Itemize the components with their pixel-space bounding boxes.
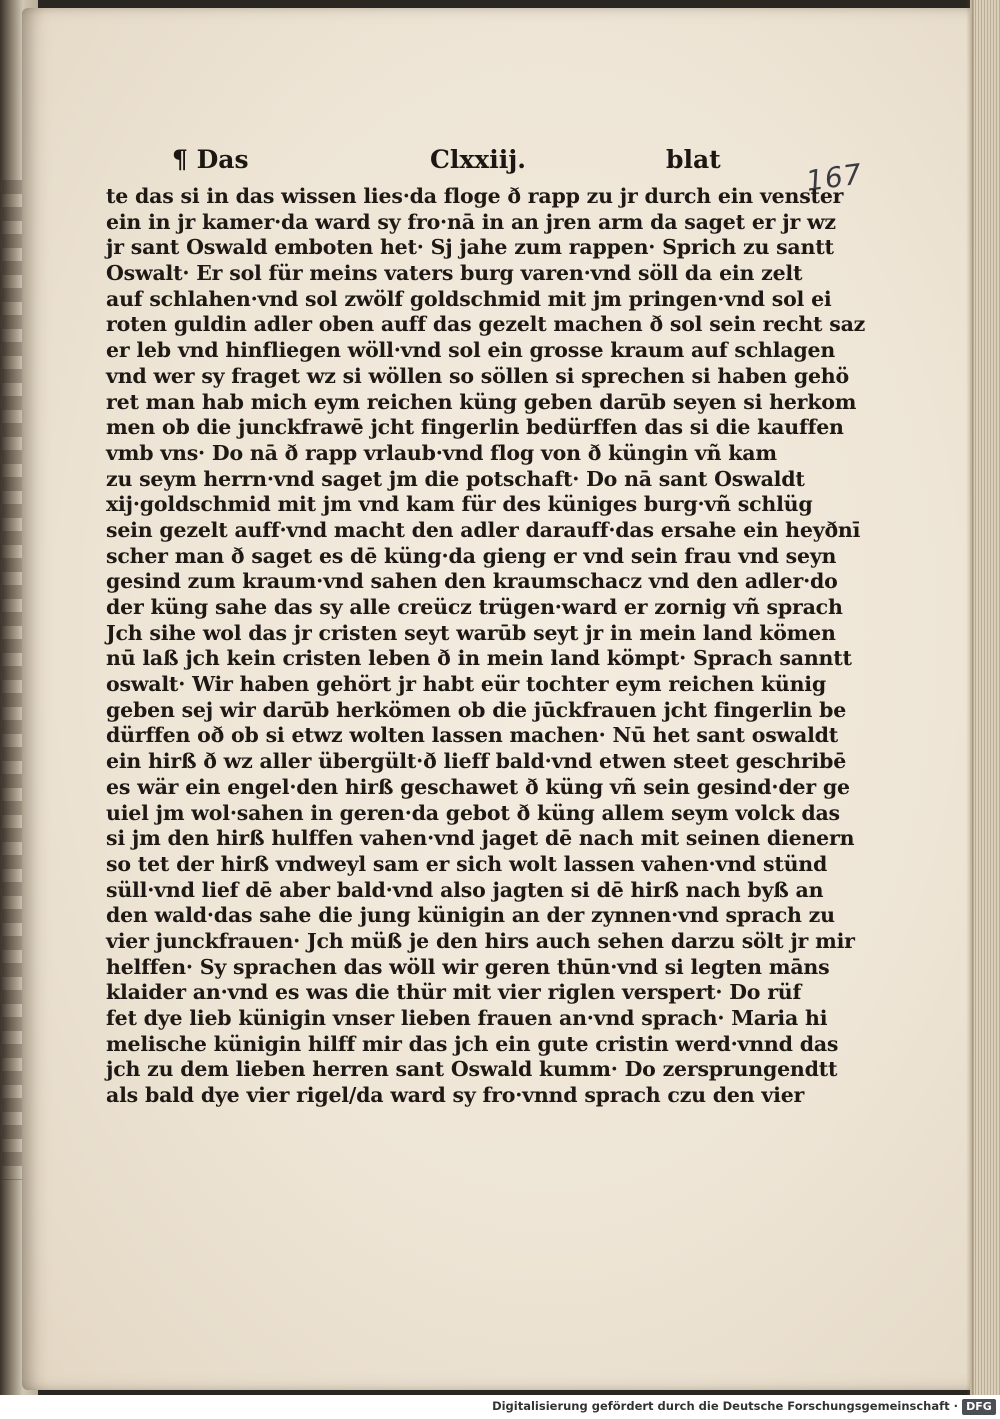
page-fore-edge (970, 0, 1000, 1395)
text-line: den wald·das sahe die jung künigin an der zynnen·vnd sprach zu (106, 903, 835, 928)
text-line: es wär ein engel·den hirß geschawet ð küng vñ sein gesind·der ge (106, 774, 850, 799)
text-line: als bald dye vier rigel/da ward sy fro·vnnd sprach czu den vier (106, 1083, 805, 1108)
text-line: fet dye lieb künigin vnser lieben frauen an·vnd sprach· Maria hi (106, 1006, 828, 1030)
text-line: dürffen oð ob si etwz wolten lassen machen· Nū het sant oswaldt (106, 723, 839, 748)
text-line: scher man ð saget es dē küng·da gieng er vnd sein frau vnd seyn (106, 543, 837, 568)
text-line: te das si in das wissen lies·da floge ð rapp zu jr durch ein venster (106, 184, 844, 208)
text-line: xij·goldschmid mit jm vnd kam für des küniges burg·vñ schlüg (106, 492, 813, 517)
text-line: jch zu dem lieben herren sant Oswald kumm· Do zersprungendtt (106, 1057, 838, 1082)
header-right-text: blat (666, 145, 721, 174)
fore-edge-shadow (966, 0, 974, 1395)
text-line: er leb vnd hinfliegen wöll·vnd sol ein grosse kraum auf schlagen (106, 338, 836, 363)
body-text-block (106, 184, 866, 1109)
text-line: uiel jm wol·sahen in geren·da gebot ð küng allem seym volck das (106, 800, 840, 825)
text-line: ein in jr kamer·da ward sy fro·nā in an jren arm da saget er jr wz (106, 209, 836, 234)
text-line: vier junckfrauen· Jch müß je den hirs auch sehen darzu sölt jr mir (106, 928, 855, 953)
text-line: oswalt· Wir haben gehört jr habt eür tochter eym reichen künig (106, 672, 826, 697)
text-line: geben sej wir darūb herkömen ob die jūckfrauen jcht fingerlin be (106, 697, 847, 722)
handwritten-folio-number: 167 (803, 157, 865, 198)
text-line: melische künigin hilff mir das jch ein gute cristin werd·vnnd das (106, 1031, 839, 1056)
text-line: süll·vnd lief dē aber bald·vnd also jagten si dē hirß nach byß an (106, 877, 824, 902)
header-folio-numeral: Clxxiij. (430, 145, 526, 174)
text-line: ret man hab mich eym reichen küng geben darūb seyen si herkom (106, 389, 857, 414)
text-line: ein hirß ð wz aller übergült·ð lieff bald·vnd etwen steet geschribē (106, 749, 847, 774)
text-line: der küng sahe das sy alle creücz trügen·ward er zornig vñ sprach (106, 595, 843, 619)
funding-credit: Digitalisierung gefördert durch die Deutsche Forschungsgemeinschaft · (492, 1399, 958, 1413)
header-left-text: ¶ Das (172, 145, 249, 174)
text-line: auf schlahen·vnd sol zwölf goldschmid mit jm pringen·vnd sol ei (106, 286, 832, 311)
text-line: klaider an·vnd es was die thür mit vier riglen verspert· Do rüf (106, 980, 802, 1005)
dfg-logo: DFG (962, 1399, 996, 1415)
text-line: Jch sihe wol das jr cristen seyt warūb seyt jr in mein land kömen (106, 620, 836, 645)
text-line: si jm den hirß hulffen vahen·vnd jaget dē nach mit seinen dienern (106, 826, 855, 851)
text-line: sein gezelt auff·vnd macht den adler darauff·das ersahe ein heyðnī (106, 517, 861, 542)
text-line: so tet der hirß vndweyl sam er sich wolt lassen vahen·vnd stünd (106, 851, 828, 876)
text-line: roten guldin adler oben auff das gezelt machen ð sol sein recht saz (106, 312, 866, 337)
text-line: jr sant Oswald emboten het· Sj jahe zum rappen· Sprich zu santt (106, 235, 834, 260)
text-line: zu seym herrn·vnd saget jm die potschaft· Do nā sant Oswaldt (106, 466, 805, 491)
text-line: men ob die junckfrawē jcht fingerlin bedürffen das si die kauffen (106, 415, 844, 440)
text-line: nū laß jch kein cristen leben ð in mein land kömpt· Sprach sanntt (106, 646, 852, 671)
text-line: gesind zum kraum·vnd sahen den kraumschacz vnd den adler·do (106, 569, 838, 594)
text-line: Oswalt· Er sol für meins vaters burg varen·vnd söll da ein zelt (106, 261, 803, 286)
text-line: helffen· Sy sprachen das wöll wir geren thūn·vnd si legten māns (106, 954, 830, 979)
footer-bar (0, 1395, 1000, 1419)
text-line: vmb vns· Do nā ð rapp vrlaub·vnd flog von ð küngin vñ kam (106, 440, 777, 465)
text-line: vnd wer sy fraget wz si wöllen so söllen si sprechen si haben gehö (106, 363, 849, 388)
